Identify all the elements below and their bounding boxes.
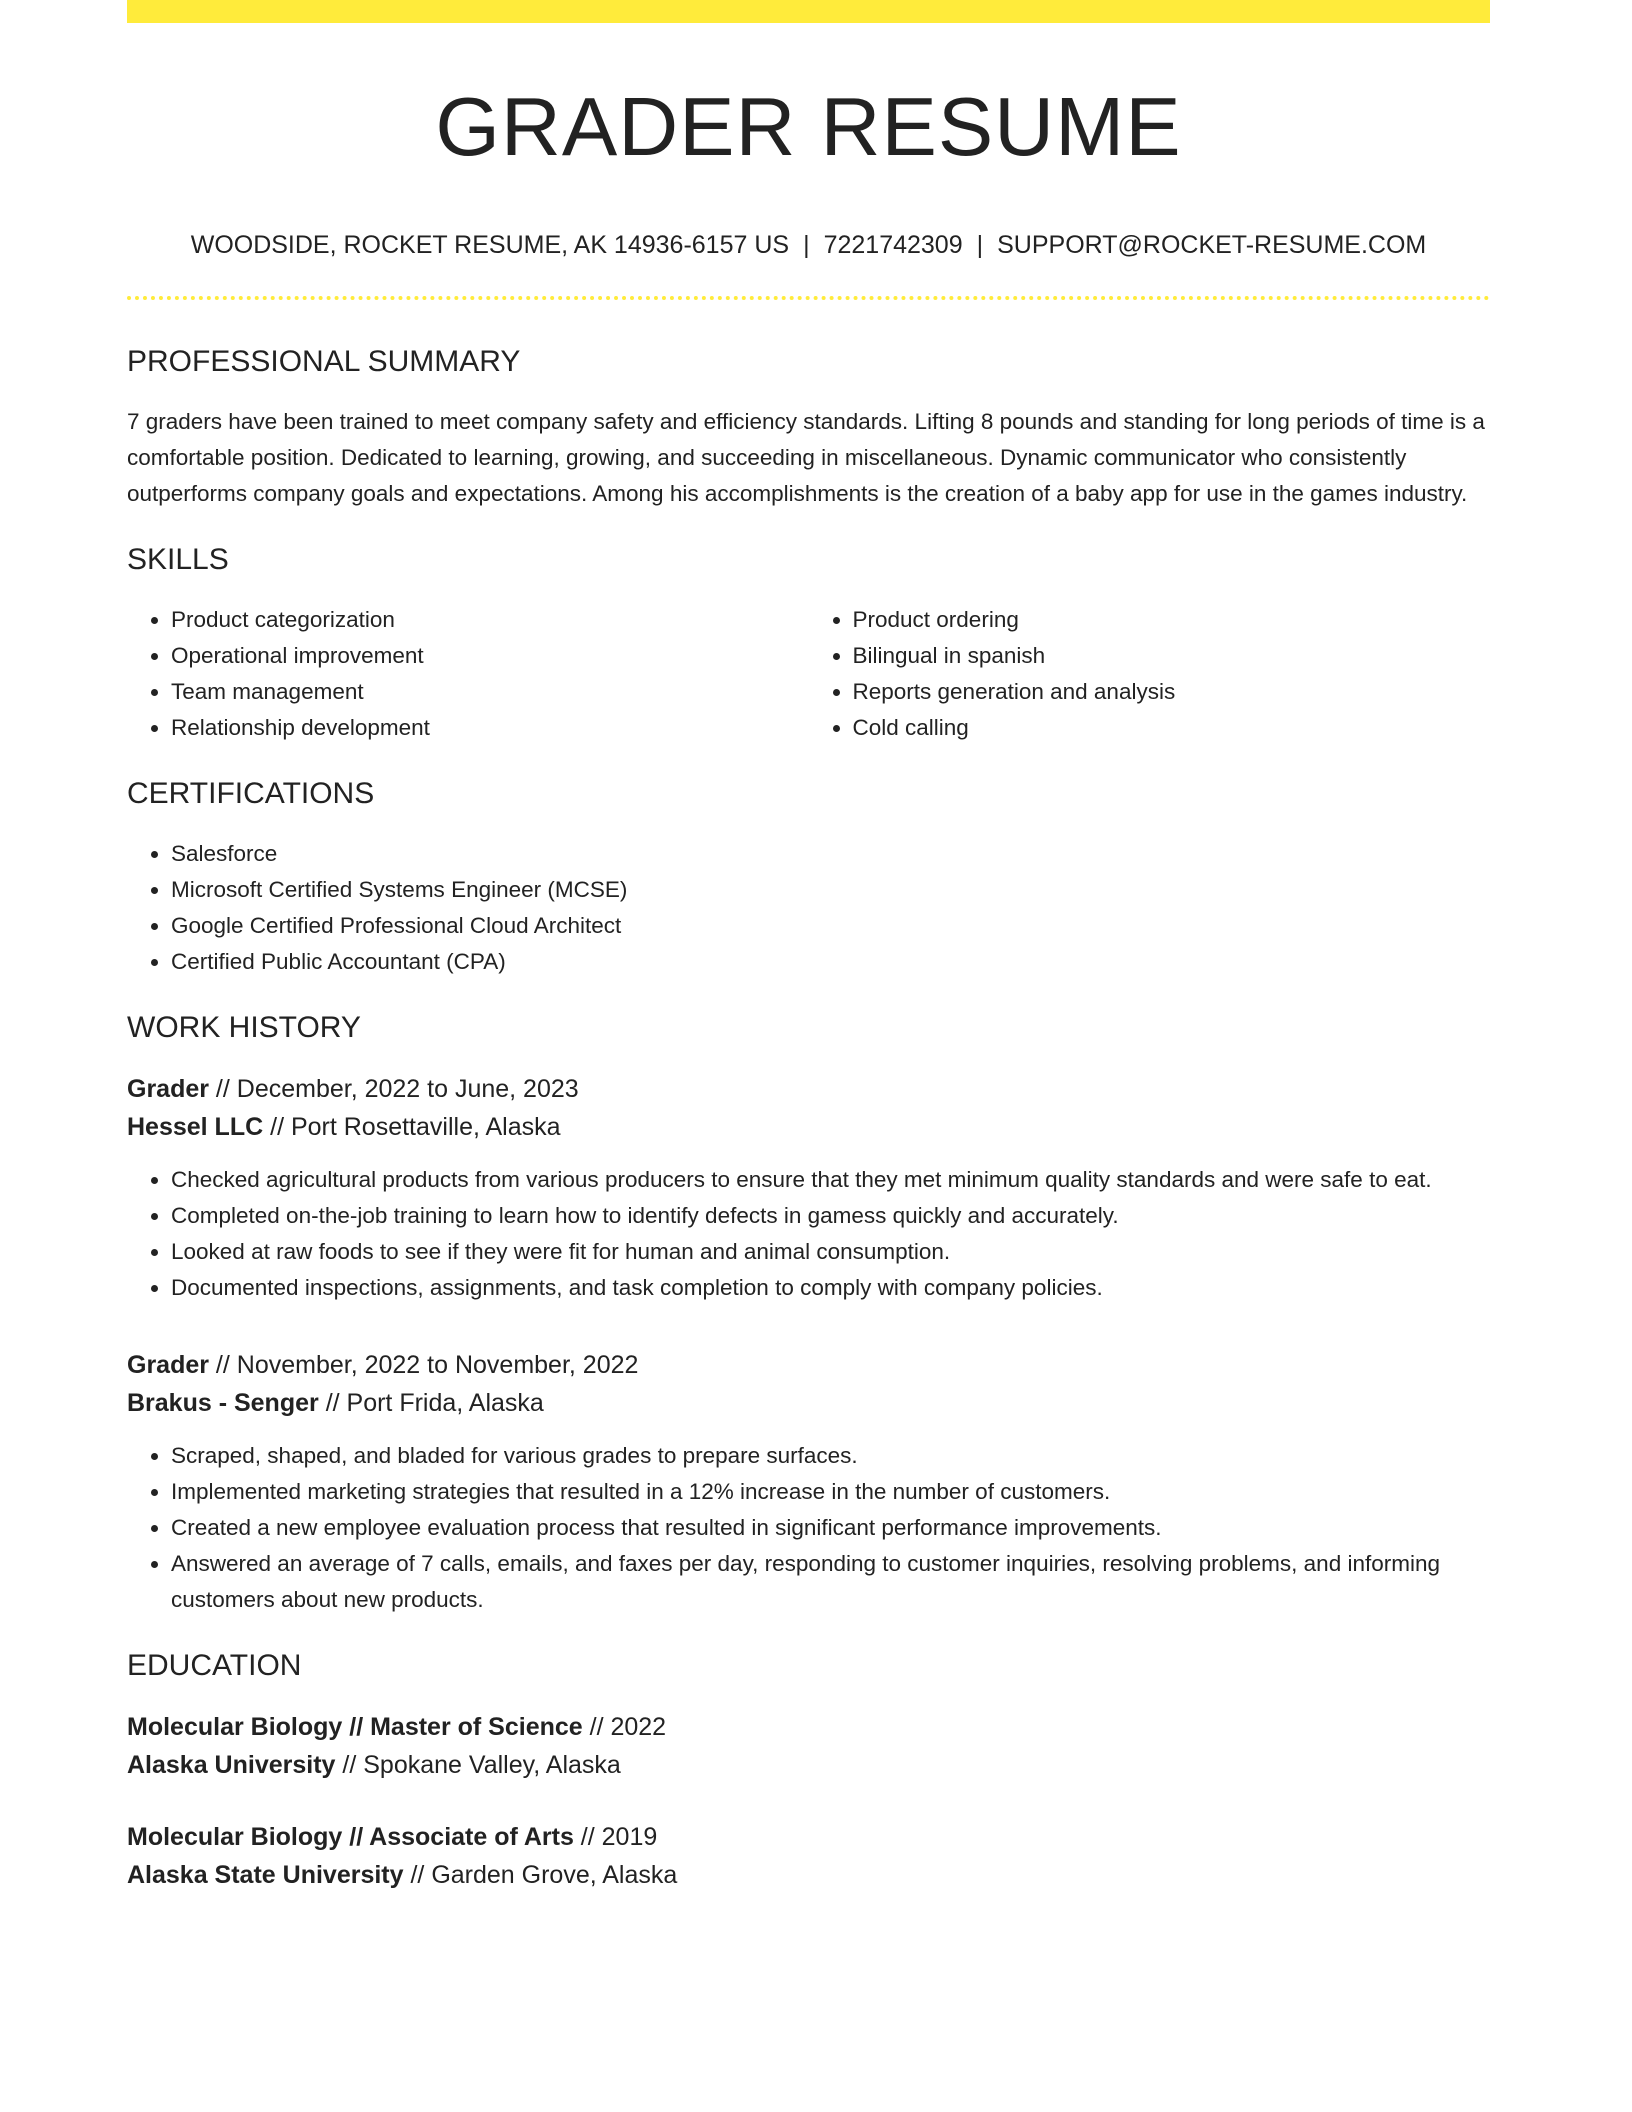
list-item: • Relationship development xyxy=(171,710,809,746)
phone: 7221742309 xyxy=(823,231,963,259)
education-entry xyxy=(127,1708,1490,1784)
skills-heading: SKILLS xyxy=(127,543,229,576)
degree-year: // 2022 xyxy=(582,1713,667,1741)
list-item: • Completed on-the-job training to learn how to identify defects in gamess quickly and accurately. xyxy=(171,1198,1490,1234)
job-location: // Port Frida, Alaska xyxy=(318,1389,544,1417)
school-line xyxy=(127,1856,1490,1894)
list-item: • Product ordering xyxy=(853,602,1491,638)
job-company: Brakus - Senger xyxy=(127,1389,319,1417)
school: Alaska State University xyxy=(127,1861,404,1889)
job-role: Grader xyxy=(127,1075,209,1103)
list-item: • Team management xyxy=(171,674,809,710)
dotted-divider xyxy=(127,296,1490,300)
job-dates: // November, 2022 to November, 2022 xyxy=(208,1351,639,1379)
list-item: • Operational improvement xyxy=(171,638,809,674)
list-item: • Microsoft Certified Systems Engineer (MCSE) xyxy=(171,872,1490,908)
job-entry xyxy=(127,1346,1490,1618)
email: SUPPORT@ROCKET-RESUME.COM xyxy=(997,231,1427,259)
degree-line xyxy=(127,1708,1490,1746)
school-line xyxy=(127,1746,1490,1784)
education-entry xyxy=(127,1818,1490,1894)
contact-separator: | xyxy=(803,231,810,259)
school-location: // Garden Grove, Alaska xyxy=(403,1861,678,1889)
resume-page xyxy=(127,0,1490,1894)
job-role: Grader xyxy=(127,1351,209,1379)
job-title-line xyxy=(127,1070,1490,1108)
list-item: • Answered an average of 7 calls, emails, and faxes per day, responding to customer inquiries, resolving problems, and informing customers about new products. xyxy=(171,1546,1490,1618)
summary-heading: PROFESSIONAL SUMMARY xyxy=(127,345,521,378)
job-location: // Port Rosettaville, Alaska xyxy=(263,1113,561,1141)
list-item: • Product categorization xyxy=(171,602,809,638)
list-item: • Cold calling xyxy=(853,710,1491,746)
degree: Molecular Biology // Master of Science xyxy=(127,1713,583,1741)
school: Alaska University xyxy=(127,1751,336,1779)
certifications-heading: CERTIFICATIONS xyxy=(127,777,375,810)
address: WOODSIDE, ROCKET RESUME, AK 14936-6157 US xyxy=(190,231,790,259)
list-item: • Certified Public Accountant (CPA) xyxy=(171,944,1490,980)
list-item: • Bilingual in spanish xyxy=(853,638,1491,674)
job-entry xyxy=(127,1070,1490,1306)
resume-title: GRADER RESUME xyxy=(435,80,1182,173)
summary-text: 7 graders have been trained to meet company safety and efficiency standards. Lifting 8 pounds and standing for long periods of time is a comfortable position. Dedicated to learning, growing, and succeeding in miscellaneous. Dynamic communicator who consistently outperforms company goals and expectations. Among his accomplishments is the creation of a baby app for use in the games industry. xyxy=(127,409,1485,506)
skills-column-right xyxy=(809,602,1491,746)
contact-line xyxy=(127,230,1490,260)
list-item: • Scraped, shaped, and bladed for various grades to prepare surfaces. xyxy=(171,1438,1490,1474)
degree-line xyxy=(127,1818,1490,1856)
job-company-line xyxy=(127,1384,1490,1422)
list-item: • Reports generation and analysis xyxy=(853,674,1491,710)
job-dates: // December, 2022 to June, 2023 xyxy=(208,1075,579,1103)
list-item: • Checked agricultural products from various producers to ensure that they met minimum quality standards and were safe to eat. xyxy=(171,1162,1490,1198)
degree-year: // 2019 xyxy=(573,1823,658,1851)
school-location: // Spokane Valley, Alaska xyxy=(335,1751,621,1779)
job-bullets xyxy=(127,1162,1490,1306)
list-item: • Looked at raw foods to see if they were fit for human and animal consumption. xyxy=(171,1234,1490,1270)
job-company-line xyxy=(127,1108,1490,1146)
list-item: • Documented inspections, assignments, and task completion to comply with company policies. xyxy=(171,1270,1490,1306)
work-history-heading: WORK HISTORY xyxy=(127,1011,361,1044)
list-item: • Google Certified Professional Cloud Architect xyxy=(171,908,1490,944)
contact-separator: | xyxy=(976,231,984,259)
list-item: • Implemented marketing strategies that resulted in a 12% increase in the number of customers. xyxy=(171,1474,1490,1510)
skills-list xyxy=(127,602,1490,746)
degree: Molecular Biology // Associate of Arts xyxy=(127,1823,574,1851)
education-heading: EDUCATION xyxy=(127,1649,302,1682)
job-title-line xyxy=(127,1346,1490,1384)
job-bullets xyxy=(127,1438,1490,1618)
certifications-list xyxy=(127,836,1490,980)
list-item: • Created a new employee evaluation process that resulted in significant performance improvements. xyxy=(171,1510,1490,1546)
top-accent-bar xyxy=(127,0,1490,23)
skills-column-left xyxy=(127,602,809,746)
job-company: Hessel LLC xyxy=(127,1113,264,1141)
list-item: • Salesforce xyxy=(171,836,1490,872)
